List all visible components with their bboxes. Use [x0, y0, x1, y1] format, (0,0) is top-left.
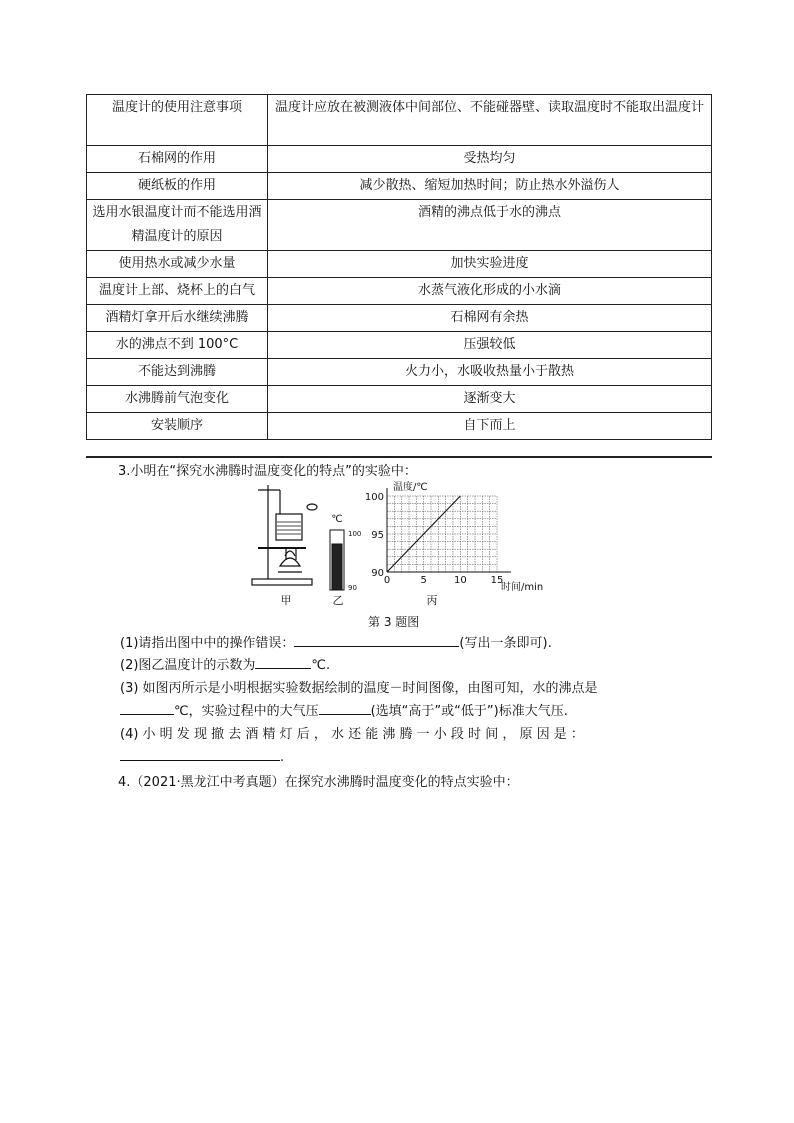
- thermo-unit: ℃: [331, 514, 343, 525]
- table-row: [87, 386, 712, 413]
- label-bing: 丙: [426, 594, 438, 607]
- x-tick-label: 15: [490, 575, 504, 586]
- label-yi: 乙: [332, 594, 344, 607]
- table-row: [87, 332, 712, 359]
- y-tick-label: 100: [364, 492, 384, 503]
- table-cell-item: 硬纸板的作用: [87, 173, 268, 200]
- y-tick-label: 90: [371, 568, 384, 579]
- table-cell-detail: 减少散热、缩短加热时间；防止热水外溢伤人: [268, 173, 712, 200]
- table-cell-item: 安装顺序: [87, 413, 268, 440]
- table-cell-item: 温度计上部、烧杯上的白气: [87, 278, 268, 305]
- answer-blank-3[interactable]: [120, 702, 174, 715]
- q3-part2: (2)图乙温度计的示数为 ℃.: [120, 658, 331, 673]
- table-row: [87, 278, 712, 305]
- q3-title: 3.小明在“探究水沸腾时温度变化的特点”的实验中：: [118, 464, 417, 479]
- table-cell-detail: 受热均匀: [268, 146, 712, 173]
- table-cell-item: 水的沸点不到 100°C: [87, 332, 268, 359]
- table-cell-item: 酒精灯拿开后水继续沸腾: [87, 305, 268, 332]
- table-cell-detail: 压强较低: [268, 332, 712, 359]
- answer-blank-5[interactable]: [120, 748, 280, 761]
- answer-blank-2[interactable]: [255, 656, 311, 669]
- table-cell-detail: 加快实验进度: [268, 251, 712, 278]
- table-cell-detail: 逐渐变大: [268, 386, 712, 413]
- x-tick-label: 0: [383, 575, 391, 586]
- table-cell-detail: 水蒸气液化形成的小水滴: [268, 278, 712, 305]
- table-cell-detail: 石棉网有余热: [268, 305, 712, 332]
- table-row: [87, 359, 712, 386]
- thermometer-yi: [330, 530, 344, 590]
- figure-caption: 第 3 题图: [368, 615, 420, 629]
- apparatus-jia: [252, 485, 317, 585]
- table-cell-item: 选用水银温度计而不能选用酒精温度计的原因: [87, 200, 268, 251]
- q3-part3-line1: (3) 如图丙所示是小明根据实验数据绘制的温度－时间图像，由图可知，水的沸点是: [120, 681, 598, 696]
- x-tick-label: 5: [420, 575, 427, 586]
- table-cell-detail: 酒精的沸点低于水的沸点: [268, 200, 712, 251]
- q3-part4-line1: (4) 小 明 发 现 撤 去 酒 精 灯 后 ， 水 还 能 沸 腾 一 小 段 时 间 ， 原 因 是 ：: [120, 727, 584, 742]
- table-row: [87, 251, 712, 278]
- table-cell-item: 水沸腾前气泡变化: [87, 386, 268, 413]
- table-row: [87, 95, 712, 146]
- x-axis-label: 时间/min: [501, 582, 544, 593]
- label-jia: 甲: [280, 594, 292, 607]
- thermo-100: 100: [348, 530, 362, 538]
- table-cell-item: 使用热水或减少水量: [87, 251, 268, 278]
- table-cell-detail: 温度计应放在被测液体中间部位、不能碰器壁、读取温度时不能取出温度计: [268, 95, 712, 146]
- q4-title: 4.（2021·黑龙江中考真题）在探究水沸腾时温度变化的特点实验中：: [118, 775, 519, 790]
- q3-part1: (1)请指出图中中的操作错误： (写出一条即可).: [120, 636, 552, 651]
- y-axis-label: 温度/℃: [393, 482, 428, 493]
- table-row: [87, 146, 712, 173]
- q3-part3-line2: ℃，实验过程中的大气压 (选填“高于”或“低于”)标准大气压.: [120, 702, 568, 721]
- table-cell-item: 温度计的使用注意事项: [87, 95, 268, 146]
- x-tick-label: 10: [453, 575, 467, 586]
- table-cell-item: 不能达到沸腾: [87, 359, 268, 386]
- table-cell-detail: 自下而上: [268, 413, 712, 440]
- q3-part4-line2: .: [120, 748, 284, 767]
- divider: [86, 456, 712, 458]
- table-row: [87, 413, 712, 440]
- y-tick-label: 95: [371, 530, 384, 541]
- table-cell-detail: 火力小，水吸收热量小于散热: [268, 359, 712, 386]
- table-row: [87, 173, 712, 200]
- table-row: [87, 305, 712, 332]
- table-cell-item: 石棉网的作用: [87, 146, 268, 173]
- chart-bing: [365, 480, 543, 593]
- table-row: [87, 200, 712, 251]
- summary-table: [86, 94, 712, 440]
- answer-blank-4[interactable]: [319, 702, 371, 715]
- q3-figure: [250, 480, 550, 610]
- answer-blank-1[interactable]: [294, 634, 459, 647]
- thermo-90: 90: [348, 584, 357, 592]
